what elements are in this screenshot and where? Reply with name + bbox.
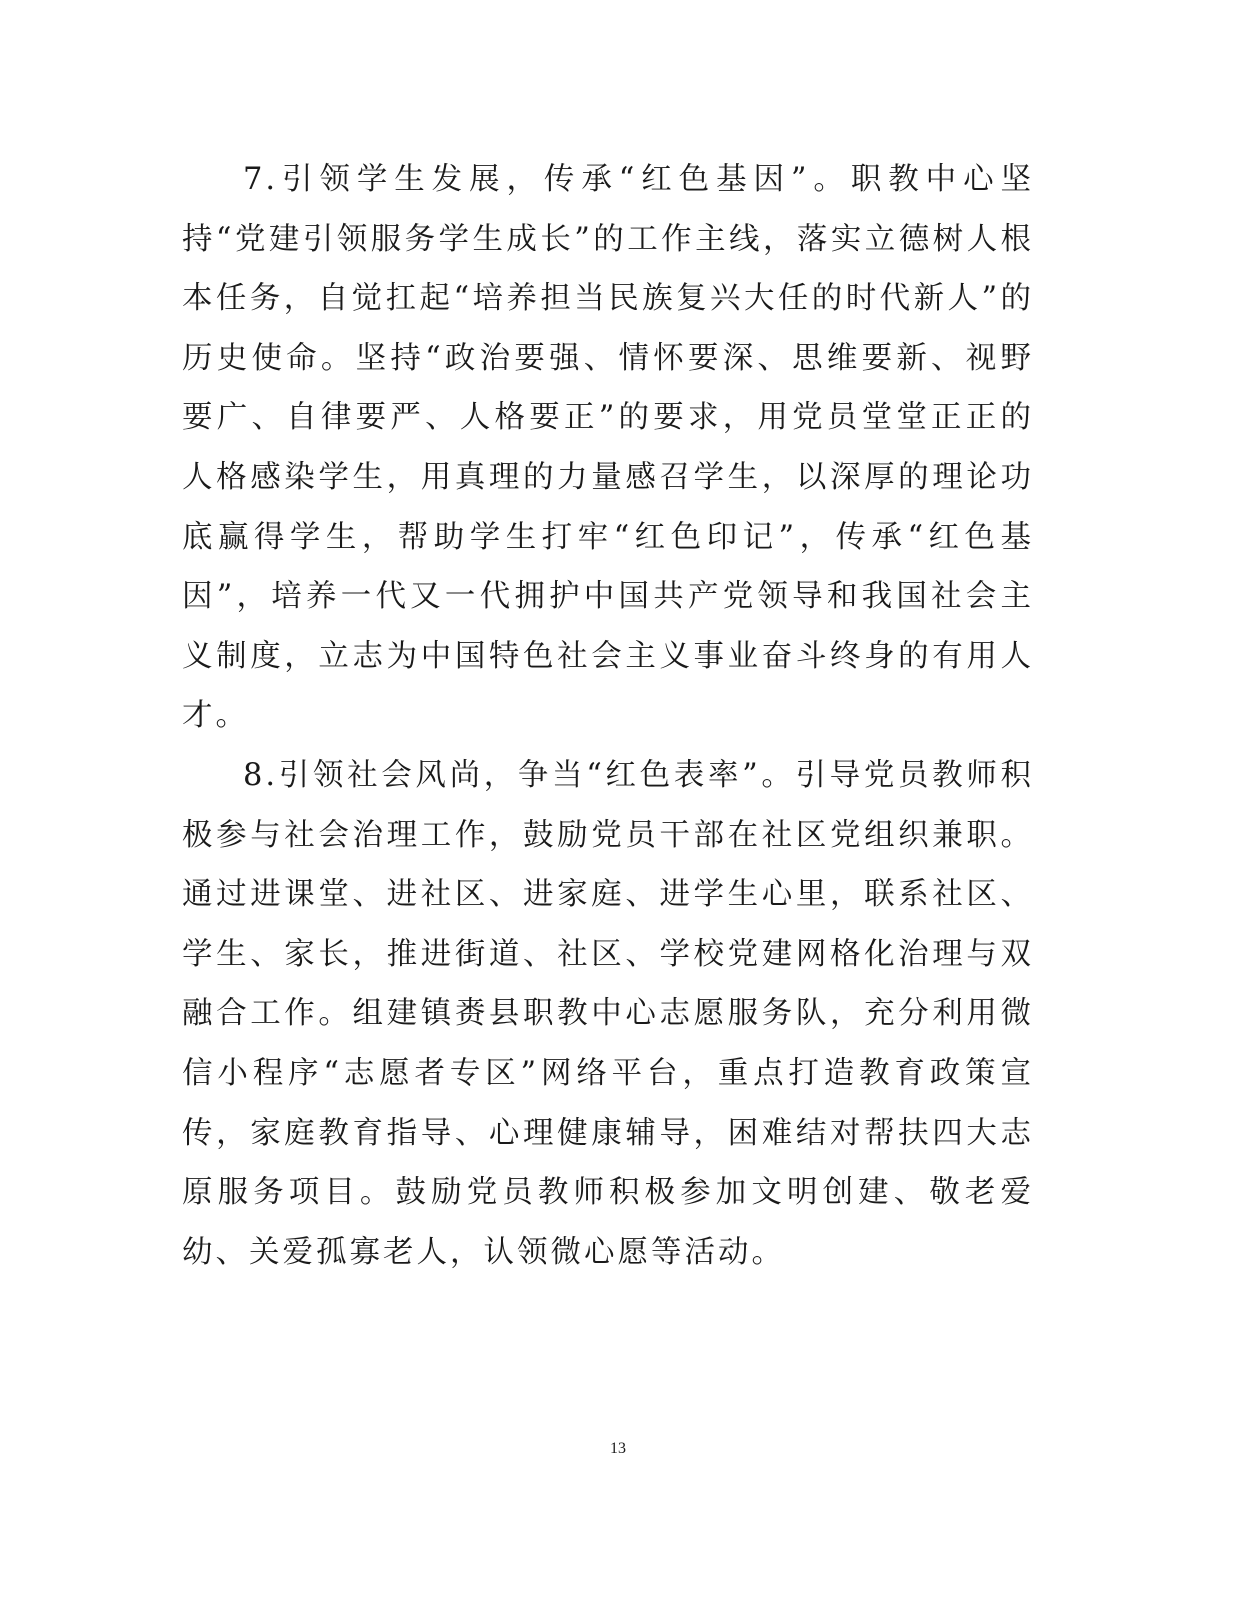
paragraph-8: 8.引领社会风尚，争当“红色表率”。引导党员教师积极参与社会治理工作，鼓励党员干部在社区党组织兼职。通过进课堂、进社区、进家庭、进学生心里，联系社区、学生、家长，推进街道、社区、学校党建网格化治理与双融合工作。组建镇赉县职教中心志愿服务队，充分利用微信小程序“志愿者专区”网络平台，重点打造教育政策宣传，家庭教育指导、心理健康辅导，困难结对帮扶四大志原服务项目。鼓励党员教师积极参加文明创建、敬老爱幼、关爱孤寡老人，认领微心愿等活动。 — [182, 757, 1034, 1270]
page-number: 13 — [610, 1440, 626, 1457]
paragraph-7: 7.引领学生发展，传承“红色基因”。职教中心坚持“党建引领服务学生成长”的工作主线，落实立德树人根本任务，自觉扛起“培养担当民族复兴大任的时代新人”的历史使命。坚持“政治要强、情怀要深、思维要新、视野要广、自律要严、人格要正”的要求，用党员堂堂正正的人格感染学生，用真理的力量感召学生，以深厚的理论功底赢得学生，帮助学生打牢“红色印记”，传承“红色基因”，培养一代又一代拥护中国共产党领导和我国社会主义制度，立志为中国特色社会主义事业奋斗终身的有用人才。 — [182, 162, 1034, 734]
body-text — [182, 150, 1034, 1282]
